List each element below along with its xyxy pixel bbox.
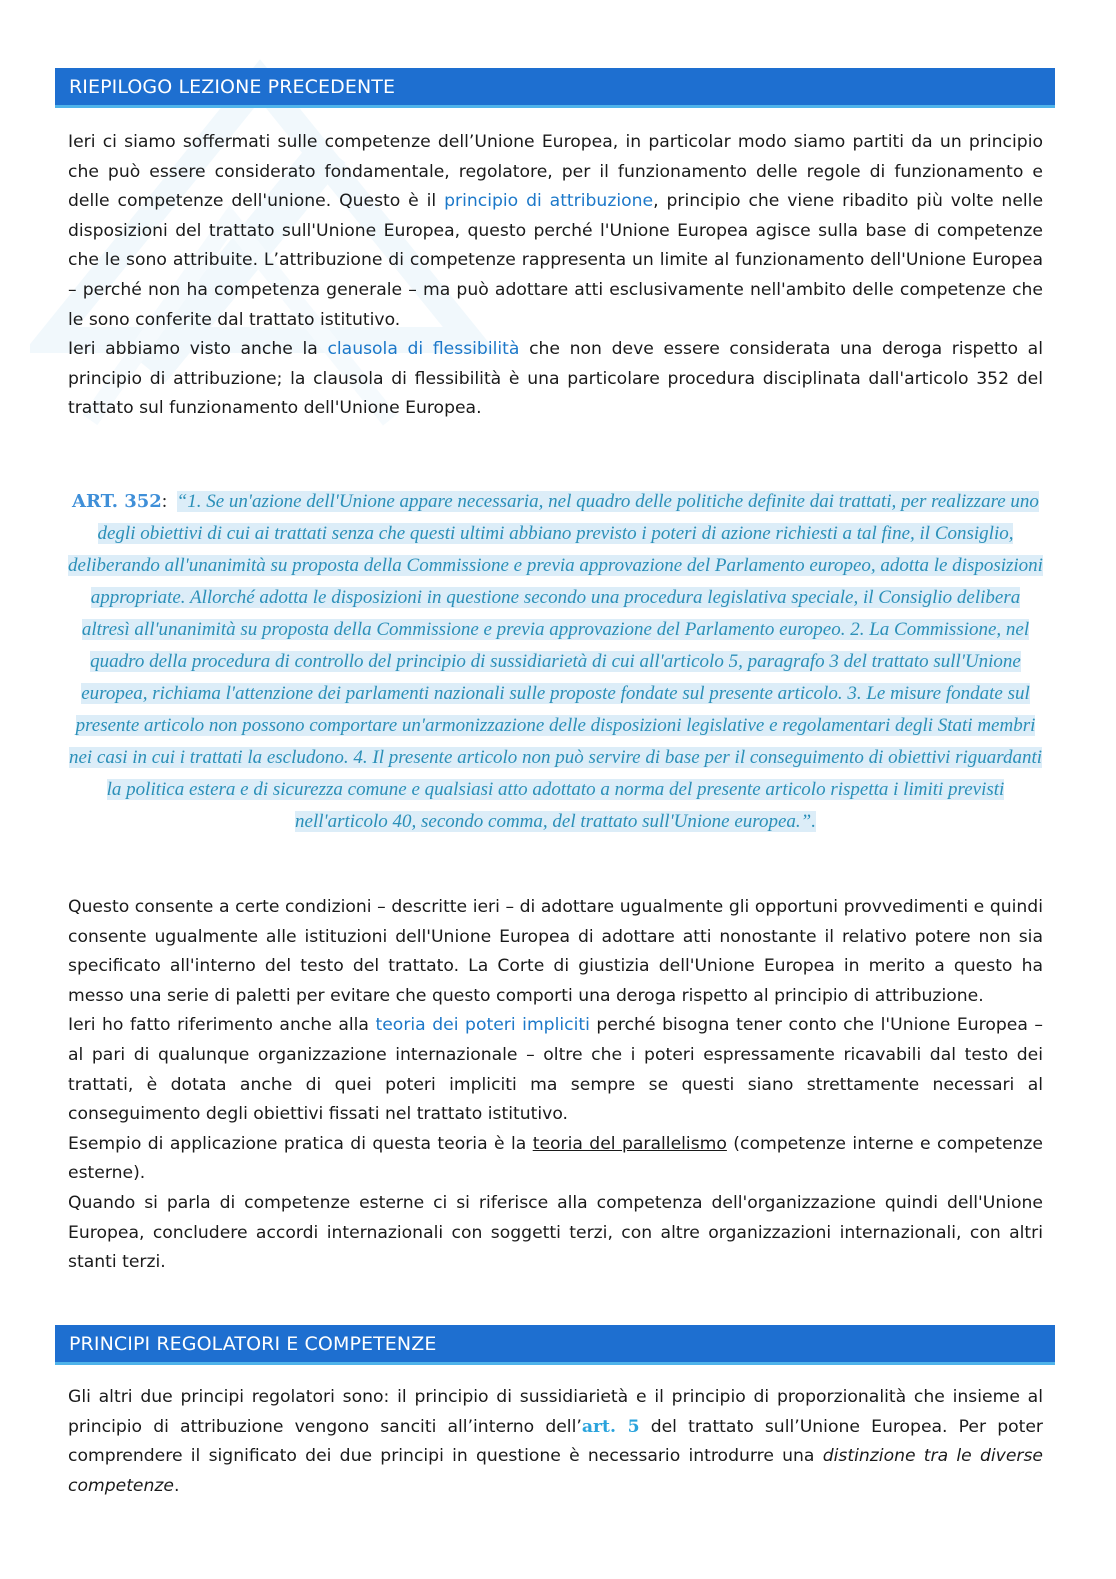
- paragraph-poteri-impliciti: [68, 893, 1043, 1278]
- underlined-teoria-parallelismo: teoria del parallelismo: [532, 1133, 727, 1154]
- quote-text: “1. Se un'azione dell'Unione appare necessaria, nel quadro delle politiche definite dai trattati, per realizzare uno degli obiettivi di cui ai trattati senza che questi ultimi abbiano previsto i poteri di azione richiesti a tal fine, il Consiglio, deliberando all'unanimità su proposta della Commissione e previa approvazione del Parlamento europeo, adotta le disposizioni appropriate. Allorché adotta le disposizioni in questione secondo una procedura legislativa speciale, il Consiglio delibera altresì all'unanimità su proposta della Commissione e previa approvazione del Parlamento europeo. 2. La Commissione, nel quadro della procedura di controllo del principio di sussidiarietà di cui all'articolo 5, paragrafo 3 del trattato sull'Unione europea, richiama l'attenzione dei parlamenti nazionali sulle proposte fondate sul presente articolo. 3. Le misure fondate sul presente articolo non possono comportare un'armonizzazione delle disposizioni legislative e regolamentari degli Stati membri nei casi in cui i trattati la escludono. 4. Il presente articolo non può servire di base per il conseguimento di obiettivi riguardanti la politica estera e di sicurezza comune e qualsiasi atto adottato a norma del presente articolo rispetta i limiti previsti nell'articolo 40, secondo comma, del trattato sull'Unione europea.”.: [68, 491, 1043, 832]
- text-run: Ieri ci siamo soffermati sulle competenze dell’Unione Europea, in particolar modo siamo partiti da un principio che può essere considerato fondamentale, regolatore, per il funzionamento delle regole di funzionamento e delle competenze dell'unione. Questo è il: [68, 132, 1043, 212]
- link-teoria-poteri-impliciti[interactable]: teoria dei poteri impliciti: [375, 1015, 590, 1036]
- link-clausola-flessibilita[interactable]: clausola di flessibilità: [327, 339, 520, 360]
- text-run: Ieri ho fatto riferimento anche alla: [68, 1015, 376, 1036]
- section-header-riepilogo: [55, 68, 1055, 108]
- link-principio-attribuzione[interactable]: principio di attribuzione: [444, 191, 654, 212]
- text-run: perché bisogna tener conto che l'Unione Europea – al pari di qualunque organizzazione internazionale – oltre che i poteri espressamente ricavabili dal testo dei trattati, è dotata anche di quei poteri impliciti ma sempre se questi siano strettamente necessari al conseguimento degli obiettivi fissati nel trattato istitutivo.: [68, 1015, 1044, 1125]
- art-5-reference: art. 5: [581, 1416, 640, 1437]
- text-run: .: [174, 1475, 180, 1496]
- quote-colon: :: [161, 491, 168, 512]
- text-run: Gli altri due principi regolatori sono: il principio di sussidiarietà e il principio di proporzionalità che insieme al principio di attribuzione vengono sanciti all’interno dell’: [68, 1387, 1043, 1437]
- section-header-principi: [55, 1325, 1055, 1365]
- section-title: PRINCIPI REGOLATORI E COMPETENZE: [69, 1333, 437, 1355]
- text-run: , principio che viene ribadito più volte nelle disposizioni del trattato sull'Unione Europea, questo perché l'Unione Europea agisce sulla base di competenze che le sono attribuite. L’attribuzione di competenze rappresenta un limite al funzionamento dell'Unione Europea – perché non ha competenza generale – ma può adottare atti esclusivamente nell'ambito delle competenze che le sono conferite dal trattato istitutivo.: [68, 191, 1044, 330]
- quote-label: ART. 352: [72, 491, 162, 512]
- section-title: RIEPILOGO LEZIONE PRECEDENTE: [69, 76, 396, 98]
- paragraph-riepilogo: [68, 128, 1043, 424]
- text-run: Ieri abbiamo visto anche la: [68, 339, 328, 360]
- text-run: Esempio di applicazione pratica di questa teoria è la: [68, 1133, 533, 1154]
- text-run: del trattato sull’Unione Europea. Per poter comprendere il significato dei due principi in questione è necessario introdurre una: [68, 1416, 1043, 1467]
- quote-art-352: [68, 486, 1043, 838]
- italic-distinzione: distinzione tra le diverse competenze: [68, 1446, 1043, 1496]
- text-run: Questo consente a certe condizioni – descritte ieri – di adottare ugualmente gli opportuni provvedimenti e quindi consente ugualmente alle istituzioni dell'Unione Europea di adottare atti nonostante il relativo potere non sia specificato all'interno del testo del trattato. La Corte di giustizia dell'Unione Europea in merito a questo ha messo una serie di paletti per evitare che questo comporti una deroga rispetto al principio di attribuzione.: [68, 897, 1043, 1006]
- text-run: che non deve essere considerata una deroga rispetto al principio di attribuzione; la clausola di flessibilità è una particolare procedura disciplinata dall'articolo 352 del trattato sul funzionamento dell'Unione Europea.: [68, 339, 1043, 419]
- paragraph-principi-regolatori: [68, 1383, 1043, 1501]
- text-run: Quando si parla di competenze esterne ci si riferisce alla competenza dell'organizzazione quindi dell'Unione Europea, concludere accordi internazionali con soggetti terzi, con altre organizzazioni internazionali, con altri stanti terzi.: [68, 1192, 1043, 1273]
- text-run: (competenze interne e competenze esterne).: [68, 1133, 1044, 1184]
